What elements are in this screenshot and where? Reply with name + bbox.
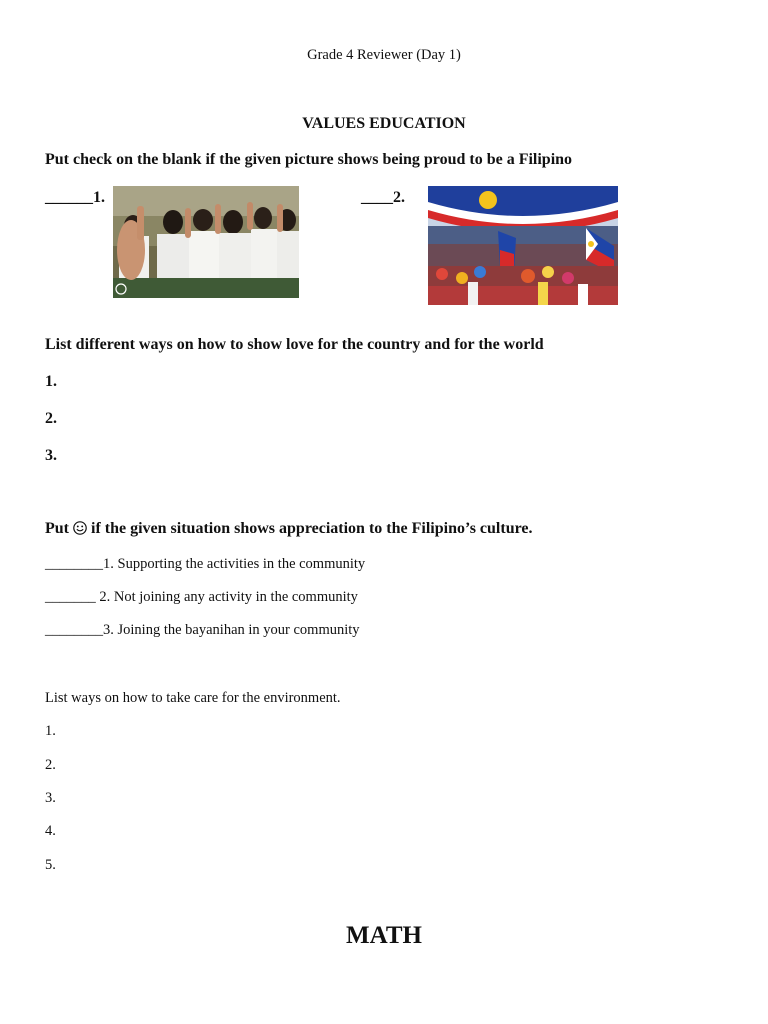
item-number: 2. — [393, 189, 405, 206]
section2-instruction: List different ways on how to show love for the country and for the world — [45, 336, 544, 353]
situation-item-2: _______ 2. Not joining any activity in the community — [45, 589, 358, 605]
document-header: Grade 4 Reviewer (Day 1) — [307, 47, 461, 63]
section4-item-1: 1. — [45, 723, 56, 739]
answer-blank[interactable]: ________ — [45, 622, 103, 638]
subject-title: VALUES EDUCATION — [302, 115, 466, 132]
situation-item-1: ________1. Supporting the activities in the community — [45, 556, 366, 572]
answer-blank[interactable]: ______ — [45, 189, 93, 206]
section1-instruction: Put check on the blank if the given picture shows being proud to be a Filipino — [45, 151, 573, 168]
situation-item-3: ________3. Joining the bayanihan in your community — [45, 622, 360, 638]
section1-item-1 — [45, 189, 105, 207]
section4-item-5: 5. — [45, 857, 56, 873]
section2-item-1: 1. — [45, 373, 57, 390]
section4-item-3: 3. — [45, 790, 56, 806]
people-raising-hands-photo — [113, 186, 299, 298]
answer-blank[interactable]: ________ — [45, 556, 103, 572]
section3-instruction: Put if the given situation shows appreciation to the Filipino’s culture. — [45, 520, 533, 537]
answer-blank[interactable]: _______ — [45, 589, 96, 605]
math-section-title: MATH — [346, 922, 422, 949]
section1-item-2 — [361, 189, 405, 207]
section4-item-2: 2. — [45, 757, 56, 773]
section2-item-3: 3. — [45, 447, 57, 464]
section4-instruction: List ways on how to take care for the environment. — [45, 690, 341, 706]
section2-item-2: 2. — [45, 410, 57, 427]
filipino-festival-flags-photo — [428, 186, 618, 305]
item-number: 1. — [93, 189, 105, 206]
answer-blank[interactable]: ____ — [361, 189, 393, 206]
smiley-icon — [73, 521, 87, 535]
section4-item-4: 4. — [45, 823, 56, 839]
